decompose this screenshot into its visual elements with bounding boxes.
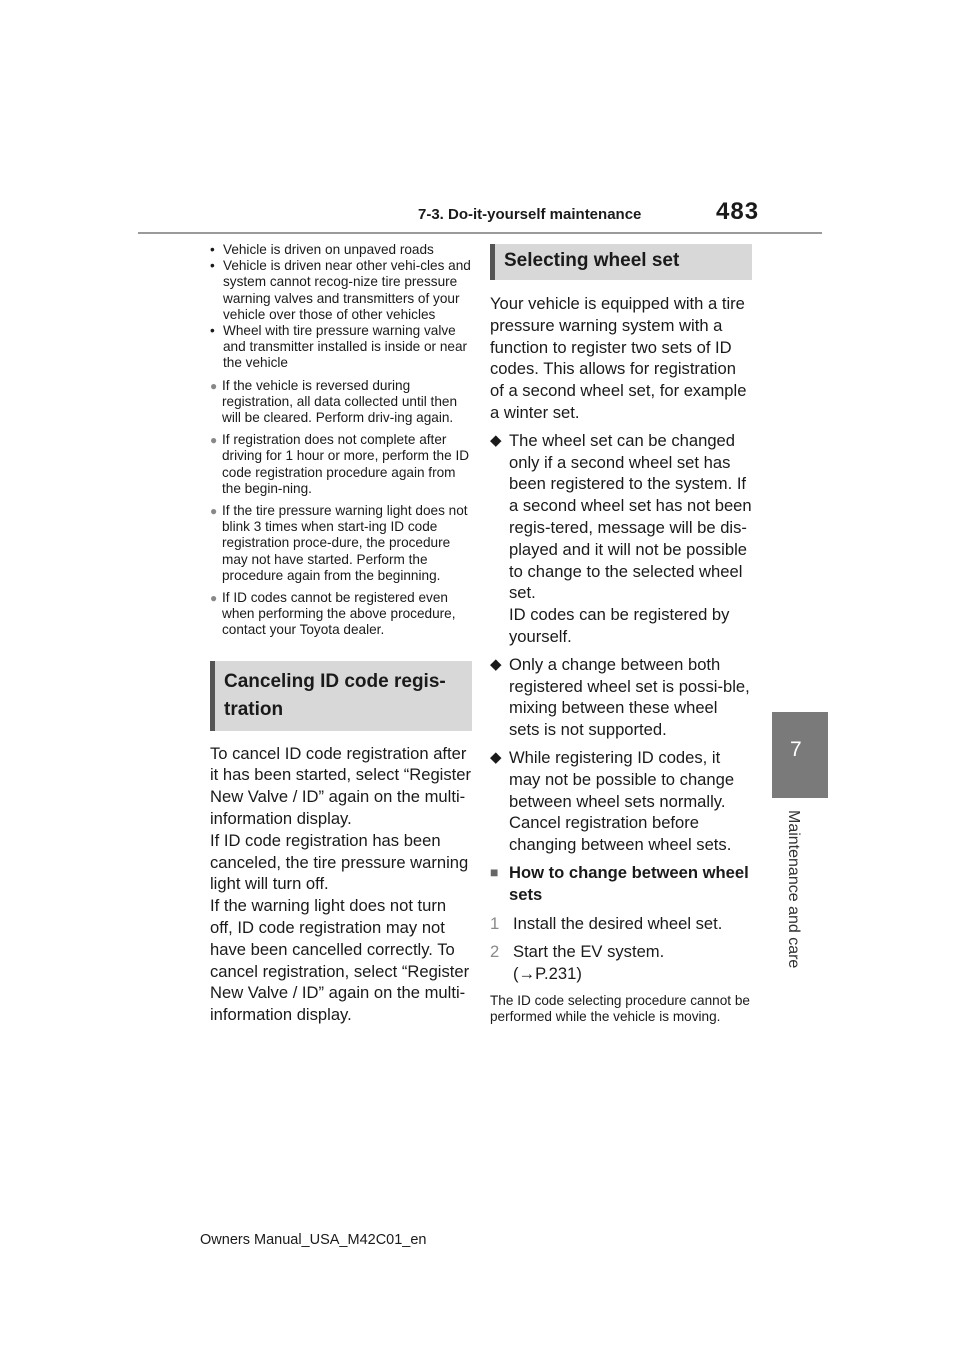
circle-bullet-icon: ● <box>210 591 218 606</box>
selecting-heading: Selecting wheel set <box>490 244 752 280</box>
bullet-icon: • <box>210 258 215 274</box>
how-to-subheading: ■ How to change between wheel sets <box>490 862 749 904</box>
chapter-title: Maintenance and care <box>785 810 802 969</box>
intro-paragraph: Your vehicle is equipped with a tire pressure warning system with a function to register two sets of ID codes. This allows for registration of a second wheel set, for example a winter set. <box>490 294 747 422</box>
note-item: ● If the tire pressure warning light does not blink 3 times when start-ing ID code registration proce-dure, the procedure may not have started. Perform the procedure again from the beginning. <box>210 503 468 583</box>
note-text: The ID code selecting procedure cannot be performed while the vehicle is moving. <box>490 992 750 1025</box>
step-item: 1 Install the desired wheel set. <box>490 913 723 933</box>
chapter-number: 7 <box>790 738 802 761</box>
canceling-body <box>210 743 472 1026</box>
bullet-icon: • <box>210 323 215 339</box>
header-rule <box>138 232 822 234</box>
paragraph: If the warning light does not turn off, ID code registration may not have been cancelled correctly. To cancel registration, select “Register New Valve / ID” again on the multi-information display. <box>210 896 470 1025</box>
page-number: 483 <box>716 198 760 225</box>
selecting-body <box>490 293 752 985</box>
condition-list <box>210 242 472 372</box>
diamond-bullet-icon: ◆ <box>490 431 502 449</box>
left-column <box>210 242 472 1026</box>
diamond-list-item: ◆ The wheel set can be changed only if a second wheel set has been registered to the system. If a second wheel set has not been regis-tered, message will be dis-played and it will not be possible to change to the selected wheel set. ID codes can be registered by yourself. <box>490 430 752 646</box>
step-item: 2 Start the EV system. (→P.231) <box>490 941 752 985</box>
arrow-right-icon: → <box>518 964 536 984</box>
paragraph: To cancel ID code registration after it has been started, select “Register New Valve / ID” again on the multi-information display. <box>210 743 472 829</box>
right-column <box>490 244 752 1025</box>
diamond-bullet-icon: ◆ <box>490 748 502 766</box>
canceling-heading: Canceling ID code regis-tration <box>210 661 472 731</box>
page-reference[interactable]: (→P.231) <box>513 964 582 984</box>
circle-bullet-icon: ● <box>210 378 218 393</box>
section-title: 7-3. Do-it-yourself maintenance <box>418 206 642 223</box>
circle-bullet-icon: ● <box>210 504 218 519</box>
diamond-list-item: ◆ Only a change between both registered wheel set is possi-ble, mixing between these wheel sets is not supported. <box>490 654 750 740</box>
list-item: • Vehicle is driven near other vehi-cles and system cannot recog-nize tire pressure warning valves and transmitters of your vehicle over those of other vehicles <box>210 258 471 322</box>
step-number: 1 <box>490 913 500 933</box>
square-bullet-icon: ■ <box>490 863 499 880</box>
diamond-bullet-icon: ◆ <box>490 655 502 673</box>
note-item: ● If the vehicle is reversed during registration, all data collected until then will be cleared. Perform driv-ing again. <box>210 377 458 426</box>
diamond-list-item: ◆ While registering ID codes, it may not be possible to change between wheel sets normally. Cancel registration before changing between wheel sets. <box>490 747 735 855</box>
note-item: ● If registration does not complete after driving for 1 hour or more, perform the ID code registration procedure again from the begin-ning. <box>210 432 470 496</box>
step-number: 2 <box>490 942 500 962</box>
circle-bullet-icon: ● <box>210 433 218 448</box>
footer-text: Owners Manual_USA_M42C01_en <box>200 1232 427 1248</box>
list-item: • Vehicle is driven on unpaved roads <box>210 242 434 257</box>
bullet-icon: • <box>210 242 215 257</box>
paragraph: If ID code registration has been canceled, the tire pressure warning light will turn off. <box>210 830 469 894</box>
list-item: • Wheel with tire pressure warning valve and transmitter installed is inside or near the vehicle <box>210 323 468 371</box>
note-item: ● If ID codes cannot be registered even when performing the above procedure, contact your Toyota dealer. <box>210 590 456 638</box>
